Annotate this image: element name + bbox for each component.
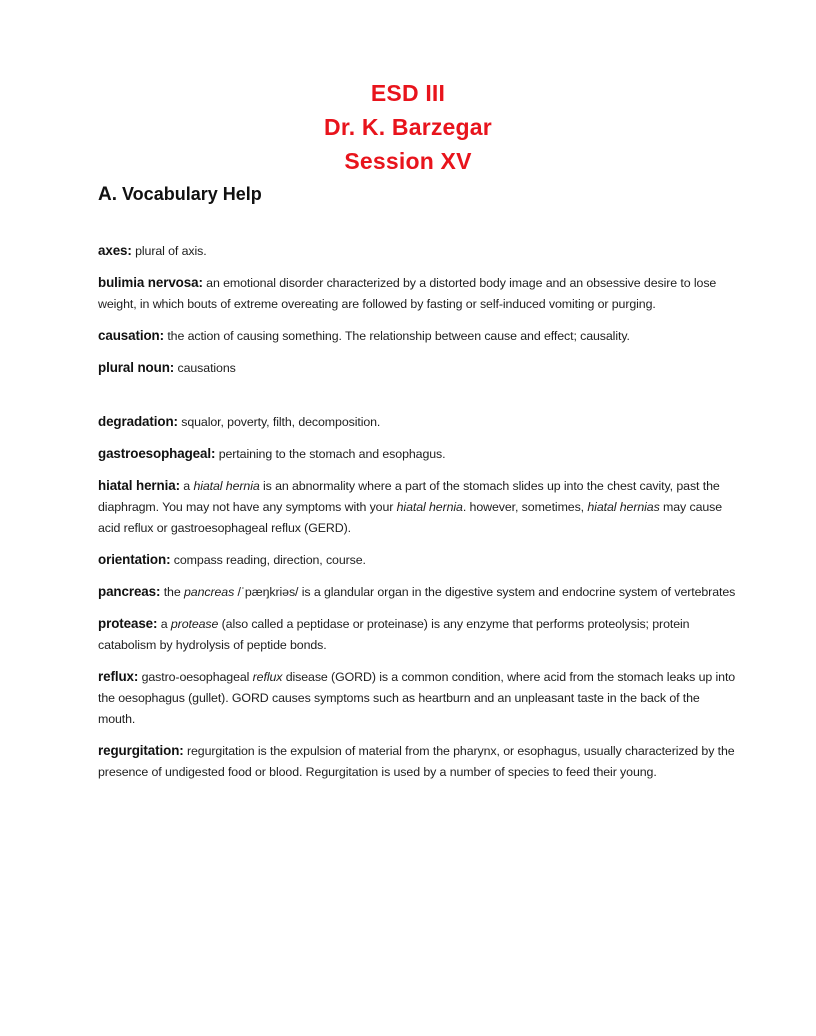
instructor-name: Dr. K. Barzegar (324, 114, 492, 140)
vocab-definition-italic: hiatal hernias (587, 500, 660, 514)
vocab-definition-part: disease (GORD) is a common condition, where acid from the stomach leaks up into the oesophagus (gullet). GORD causes symptoms such as heartburn and an unpleasant taste in the back of the mouth. (98, 670, 736, 726)
vocab-definition: regurgitation is the expulsion of material from the pharynx, or esophagus, usually characterized by the presence of undigested food or blood. Regurgitation is used by a number of species to feed their young. (98, 744, 735, 779)
vocab-term: gastroesophageal: (98, 446, 216, 461)
vocab-definition-part: the (163, 585, 181, 599)
vocab-definition-part: is an abnormality where a part of the stomach slides up into the chest cavity, past the diaphragm. You may not have any symptoms with your (98, 479, 720, 514)
vocab-definition: the action of causing something. The relationship between cause and effect; causality. (167, 329, 630, 343)
document-header (0, 76, 816, 178)
vocab-definition: squalor, poverty, filth, decomposition. (181, 415, 381, 429)
vocab-definition-part: (also called a peptidase or proteinase) is any enzyme that performs proteolysis; protein catabolism by hydrolysis of peptide bonds. (98, 617, 690, 652)
vocab-definition: causations (177, 361, 236, 375)
vocab-term: pancreas: (98, 584, 161, 599)
vocab-definition: compass reading, direction, course. (173, 553, 366, 567)
vocab-entry-orientation (98, 549, 738, 571)
spacer (98, 389, 738, 411)
session-title: Session XV (344, 148, 472, 174)
vocab-entry-bulimia-nervosa (98, 272, 738, 315)
vocabulary-list (98, 240, 738, 793)
vocab-entry-pancreas (98, 581, 738, 603)
vocab-definition-part: gastro-oesophageal (141, 670, 250, 684)
vocab-definition-part: . however, sometimes, (462, 500, 585, 514)
vocab-term: orientation: (98, 552, 171, 567)
vocab-term: hiatal hernia: (98, 478, 180, 493)
vocab-term: protease: (98, 616, 158, 631)
section-title-text: Vocabulary Help (122, 184, 262, 204)
vocab-term: axes: (98, 243, 132, 258)
vocab-term: bulimia nervosa: (98, 275, 203, 290)
vocab-definition: plural of axis. (135, 244, 207, 258)
vocab-entry-plural-noun (98, 357, 738, 379)
vocab-entry-degradation (98, 411, 738, 433)
section-heading (98, 184, 262, 206)
vocab-entry-reflux (98, 666, 738, 730)
vocab-entry-protease (98, 613, 738, 656)
vocab-definition-part: may cause acid reflux or gastroesophageal reflux (GERD). (98, 500, 723, 535)
vocab-definition-part: a (160, 617, 168, 631)
vocab-definition-part: a (183, 479, 191, 493)
vocab-definition-italic: hiatal hernia (193, 479, 260, 493)
vocab-definition: an emotional disorder characterized by a distorted body image and an obsessive desire to lose weight, in which bouts of extreme overeating are followed by fasting or self-induced vomiting or purging. (98, 276, 717, 311)
vocab-definition-italic: reflux (252, 670, 283, 684)
vocab-definition: pertaining to the stomach and esophagus. (218, 447, 446, 461)
vocab-term: causation: (98, 328, 164, 343)
vocab-term: plural noun: (98, 360, 175, 375)
vocab-term: regurgitation: (98, 743, 184, 758)
vocab-definition-italic: hiatal hernia (396, 500, 463, 514)
vocab-definition-italic: pancreas (184, 585, 235, 599)
vocab-definition-italic: protease (170, 617, 219, 631)
course-title: ESD III (370, 80, 446, 106)
vocab-entry-axes (98, 240, 738, 262)
vocab-definition-part: /ˈpæŋkriəs/ is a glandular organ in the digestive system and endocrine system of vertebrates (237, 585, 736, 599)
vocab-term: degradation: (98, 414, 178, 429)
vocab-entry-regurgitation (98, 740, 738, 783)
vocab-entry-hiatal-hernia (98, 475, 738, 539)
vocab-term: reflux: (98, 669, 139, 684)
vocab-entry-gastroesophageal (98, 443, 738, 465)
vocab-entry-causation (98, 325, 738, 347)
section-letter: A. (98, 184, 117, 205)
